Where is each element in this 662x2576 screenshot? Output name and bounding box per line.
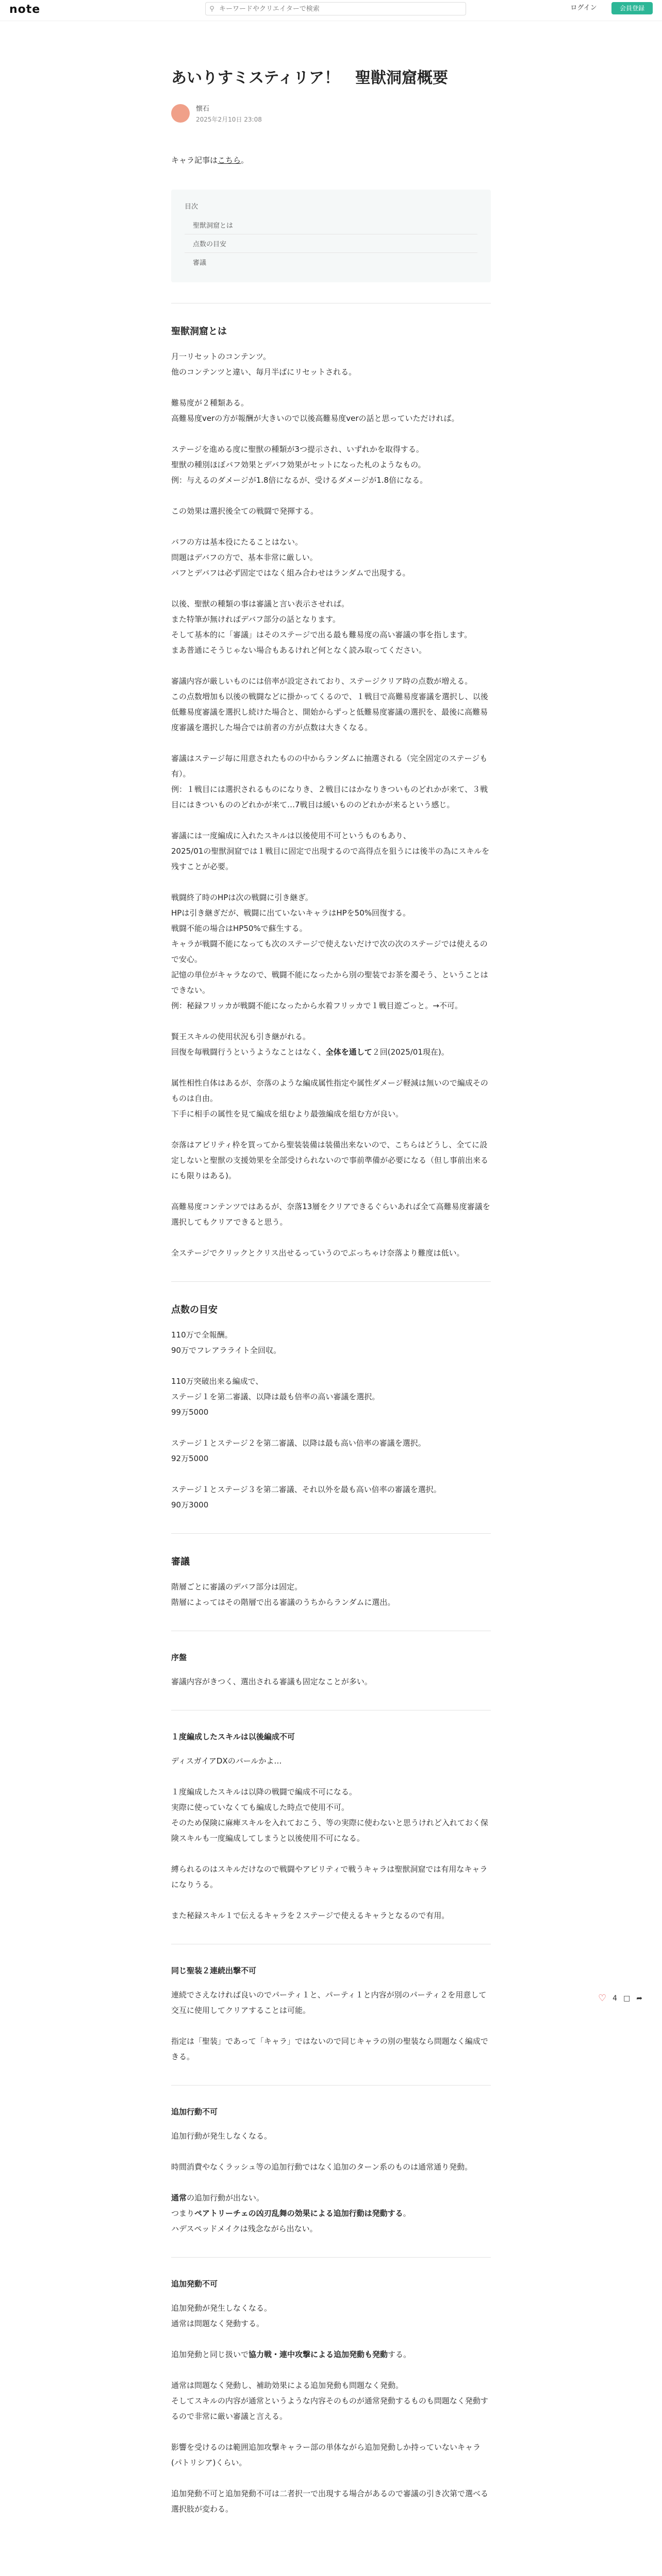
section-body — [171, 349, 491, 1261]
paragraph: 月一リセットのコンテンツ。 他のコンテンツと違い、毎月半ばにリセットされる。 — [171, 352, 357, 377]
character-article-link[interactable]: こちら — [218, 156, 241, 165]
paragraph: 全ステージでクリックとクリス出せるっていうのでぶっちゃけ奈落より難度は低い。 — [171, 1248, 465, 1258]
intro: キャラ記事はこちら。 — [171, 156, 249, 165]
divider — [171, 1281, 491, 1282]
search-box[interactable] — [205, 2, 466, 15]
section-title: 点数の目安 — [171, 1304, 218, 1315]
paragraph: 110万突破出来る編成で、 ステージ１を第二審議、以降は最も倍率の高い審議を選択。 99万5000 — [171, 1377, 380, 1417]
toc-heading[interactable]: 目次 — [185, 203, 198, 211]
paragraph: 奈落はアビリティ枠を買ってから聖装装備は装備出来ないので、こちらはどうし、全てに設定しないと聖獣の支援効果を全部受けられないので事前準備が必要になる（但し事前出来るにも限りはある)。 — [171, 1140, 489, 1180]
avatar[interactable] — [171, 104, 190, 123]
paragraph: 審議はステージ毎に用意されたものの中からランダムに抽選される（完全固定のステージも有）。 例：１戦目には選択されるものになりき、２戦目にはかなりきついものどれかが来て、３戦目にはきついもののどれかが来て…7戦目は緩いもののどれかが来るという感じ。 — [171, 754, 488, 809]
share-icon[interactable]: ➦ — [636, 1994, 643, 2003]
paragraph: ステージ１とステージ３を第二審議、それ以外を最も高い倍率の審議を選択。 90万3000 — [171, 1485, 441, 1510]
table-of-contents — [171, 190, 491, 282]
paragraph: 属性相性自体はあるが、奈落のような編成属性指定や属性ダメージ軽減は無いので編成そのものは自由。 下手に相手の属性を見て編成を組むより最強編成を組む方が良い。 — [171, 1078, 488, 1118]
paragraph: 通常の追加行動が出ない。 つまりペアトリーチェの凶刃乱舞の効果による追加行動は発動する。 ハデスペッドメイクは残念ながら出ない。 — [171, 2193, 411, 2233]
section-title: 聖獣洞窟とは — [171, 326, 227, 337]
paragraph: 階層ごとに審議のデバフ部分は固定。 階層によってはその階層で出る審議のうちからランダムに選出。 — [171, 1582, 395, 1607]
paragraph: 審議には一度編成に入れたスキルは以後使用不可というものもあり、 2025/01の聖獣洞窟では１戦目に固定で出現するので高得点を狙うには後半の為にスキルを残すことが必要。 — [171, 831, 490, 871]
divider — [171, 1533, 491, 1534]
search-input[interactable] — [218, 5, 457, 13]
subsection-title: 追加発動不可 — [171, 2279, 218, 2289]
floating-actions — [598, 1993, 642, 2004]
toc-item[interactable]: 審議 — [193, 259, 207, 267]
section-body — [171, 1327, 491, 1513]
paragraph: １度編成したスキルは以降の戦闘で編成不可になる。 実際に使っていなくても編成した時点で使用不可。 そのため保険に麻痺スキルを入れておこう、等の実際に使わないと思うけれど入れておく保険スキルも一度編成してしまうと以後使用不可になる。 — [171, 1787, 488, 1843]
paragraph: 戦闘終了時のHPは次の戦闘に引き継ぎ。 HPは引き継ぎだが、戦闘に出ていないキャラはHPを50%回復する。 戦闘不能の場合はHP50%で蘇生する。 キャラが戦闘不能になっても次のステージで使えないだけで次の次のステージでは使えるので安心。 記憶の単位がキャラなので、戦闘不能になったから別の聖装でお茶を濁そう、ということはできない。 例：秘録フリッカが戦闘不能になったから水着フリッカで１戦目遊ごっと。→不可。 — [171, 893, 488, 1010]
paragraph: ステージ１とステージ２を第二審議、以降は最も高い倍率の審議を選択。 92万5000 — [171, 1438, 426, 1463]
author-block — [171, 103, 491, 124]
paragraph: 追加発動が発生しなくなる。 通常は問題なく発動する。 — [171, 2303, 272, 2328]
signup-button[interactable]: 会員登録 — [611, 2, 653, 14]
section-title: 審議 — [171, 1556, 190, 1567]
paragraph: また秘録スキル１で伝えるキャラを２ステージで使えるキャラとなるので有用。 — [171, 1911, 450, 1920]
paragraph: 高難易度コンテンツではあるが、奈落13層をクリアできるぐらいあれば全て高難易度審議を選択してもクリアできると思う。 — [171, 1202, 490, 1227]
paragraph: ステージを進める度に聖獣の種類が3つ提示され、いずれかを取得する。 聖獣の種別ほぼバフ効果とデバフ効果がセットになった札のようなもの。 例：与えるのダメージが1.8倍になるが、受けるダメージが1.8倍になる。 — [171, 445, 428, 485]
paragraph: 審議内容がきつく、選出される審議も固定なことが多い。 — [171, 1677, 372, 1686]
paragraph: 賢王スキルの使用状況も引き継がれる。 回復を毎戦闘行うというようなことはなく、全体を通して２回(2025/01現在)。 — [171, 1032, 449, 1057]
paragraph: 110万で全報酬。 90万でフレアラライト全回収。 — [171, 1330, 282, 1355]
paragraph: 連続でさえなければ良いのでパーティ１と、パーティ１と内容が別のパーティ２を用意して交互に使用してクリアすることは可能。 — [171, 1990, 487, 2015]
subsection-title: 追加行動不可 — [171, 2107, 218, 2116]
paragraph: 指定は「聖装」であって「キャラ」ではないので同じキャラの別の聖装なら問題なく編成できる。 — [171, 2037, 488, 2061]
heart-icon[interactable]: ♡ — [598, 1993, 607, 2004]
article — [171, 67, 491, 2532]
paragraph: 以後、聖獣の種類の事は審議と言い表示させれば。 また特筆が無ければデバフ部分の話となります。 そして基本的に「審議」はそのステージで出る最も難易度の高い審議の事を指します。 まあ普通にそうじゃない場合もあるけれど何となく読み取ってください。 — [171, 599, 472, 655]
paragraph: この効果は選択後全ての戦闘で発揮する。 — [171, 506, 319, 516]
paragraph: 縛られるのはスキルだけなので戦闘やアビリティで戦うキャラは聖獣洞窟では有用なキャラになりうる。 — [171, 1865, 488, 1889]
paragraph: 難易度が２種類ある。 高難易度verの方が報酬が大きいので以後高難易度verの話と思っていただければ。 — [171, 398, 459, 423]
paragraph: 審議内容が厳しいものには倍率が設定されており、ステージクリア時の点数が増える。 この点数増加も以後の戦闘などに掛かってくるので、１戦目で高難易度審議を選択し、以後低難易度審議を選択し続けた場合と、開始からずっと低難易度審議の選択を、最後に高難易度審議を選択した場合では前者の方が点数は大きくなる。 — [171, 676, 488, 732]
paragraph: 影響を受けるのは範囲追加攻撃キャラー部の単体ながら追加発動しか持っていないキャラ(パトリシア)くらい。 — [171, 2443, 481, 2467]
comment-icon[interactable]: □ — [623, 1994, 631, 2003]
paragraph: 追加発動と同じ扱いで協力戦・連中攻撃による追加発動も発動する。 — [171, 2350, 411, 2359]
paragraph: 時間消費やなくラッシュ等の追加行動ではなく追加のターン系のものは通常通り発動。 — [171, 2162, 473, 2172]
subsection-title: 序盤 — [171, 1653, 187, 1662]
divider — [171, 2257, 491, 2258]
divider — [171, 2085, 491, 2086]
search-icon: ⚲ — [209, 5, 214, 13]
toc-item[interactable]: 点数の目安 — [185, 234, 477, 253]
paragraph: ディスガイアDXのバールかよ… — [171, 1756, 282, 1766]
subsection-title: １度編成したスキルは以後編成不可 — [171, 1732, 295, 1741]
toc-item[interactable]: 聖獣洞窟とは — [185, 216, 477, 234]
like-count: 4 — [613, 1994, 618, 2003]
note-logo[interactable]: note — [9, 3, 41, 16]
section-body — [171, 1579, 491, 2517]
author-name[interactable]: 懐石 — [196, 105, 210, 113]
article-title: あいりすミスティリア！ 聖獣洞窟概要 — [171, 69, 448, 87]
top-bar — [0, 0, 662, 21]
paragraph: 追加行動が発生しなくなる。 — [171, 2131, 272, 2141]
paragraph: 追加発動不可と追加発動不可は二者択一で出現する場合があるので審議の引き次第で選べる選択肢が変わる。 — [171, 2489, 489, 2514]
post-date: 2025年2月10日 23:08 — [196, 116, 262, 123]
login-button[interactable]: ログイン — [570, 4, 597, 12]
paragraph: バフの方は基本役にたることはない。 問題はデバフの方で、基本非常に厳しい。 バフとデバフは必ず固定ではなく組み合わせはランダムで出現する。 — [171, 537, 410, 578]
paragraph: 通常は問題なく発動し、補助効果による追加発動も問題なく発動。 そしてスキルの内容が通常というような内容そのものが通常発動するものも問題なく発動するので非常に厳い審議と言える。 — [171, 2381, 488, 2421]
subsection-title: 同じ聖装２連続出撃不可 — [171, 1966, 257, 1975]
